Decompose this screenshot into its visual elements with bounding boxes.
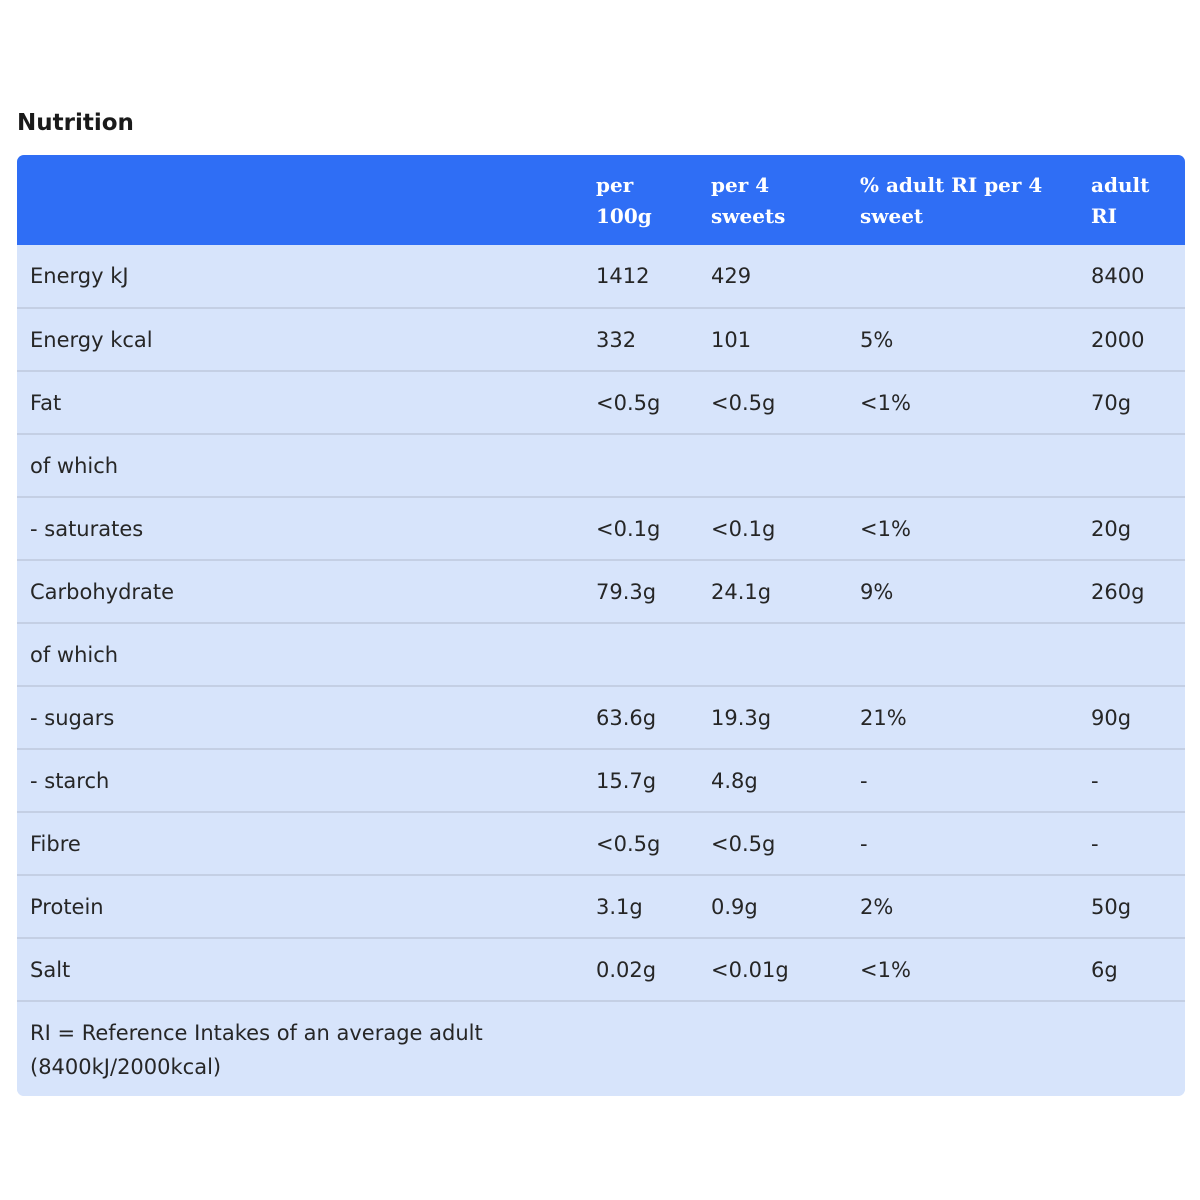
- percent-ri-cell: 9%: [847, 560, 1078, 623]
- adult-ri-cell: 8400: [1078, 245, 1185, 308]
- table-row: [17, 560, 1185, 623]
- per-4-sweets-cell: 24.1g: [698, 560, 847, 623]
- per-100g-cell: 0.02g: [583, 938, 698, 1001]
- nutrient-name-cell: of which: [17, 623, 583, 686]
- table-row: [17, 938, 1185, 1001]
- footnote-empty-cell: [847, 1001, 1078, 1096]
- table-row: [17, 686, 1185, 749]
- nutrition-table-header: [17, 155, 1185, 245]
- nutrient-name-cell: Protein: [17, 875, 583, 938]
- percent-ri-cell: 21%: [847, 686, 1078, 749]
- header-cell-per-4-sweets: per 4 sweets: [698, 155, 847, 245]
- nutrient-name-cell: Salt: [17, 938, 583, 1001]
- header-row: [17, 155, 1185, 245]
- nutrition-table-body: [17, 245, 1185, 1096]
- adult-ri-cell: 70g: [1078, 371, 1185, 434]
- per-100g-cell: 63.6g: [583, 686, 698, 749]
- adult-ri-cell: 50g: [1078, 875, 1185, 938]
- per-100g-cell: 3.1g: [583, 875, 698, 938]
- per-100g-cell: <0.5g: [583, 371, 698, 434]
- header-cell-nutrient: [17, 155, 583, 245]
- percent-ri-cell: [847, 623, 1078, 686]
- percent-ri-cell: [847, 434, 1078, 497]
- table-row: [17, 623, 1185, 686]
- header-cell-per-100g: per 100g: [583, 155, 698, 245]
- footnote-row: [17, 1001, 1185, 1096]
- adult-ri-cell: 6g: [1078, 938, 1185, 1001]
- per-4-sweets-cell: [698, 434, 847, 497]
- per-4-sweets-cell: <0.01g: [698, 938, 847, 1001]
- per-4-sweets-cell: <0.5g: [698, 812, 847, 875]
- per-100g-cell: [583, 623, 698, 686]
- per-100g-cell: 15.7g: [583, 749, 698, 812]
- adult-ri-cell: 90g: [1078, 686, 1185, 749]
- adult-ri-cell: -: [1078, 812, 1185, 875]
- table-row: [17, 749, 1185, 812]
- nutrient-name-cell: - saturates: [17, 497, 583, 560]
- adult-ri-cell: 260g: [1078, 560, 1185, 623]
- table-row: [17, 812, 1185, 875]
- per-4-sweets-cell: 0.9g: [698, 875, 847, 938]
- table-row: [17, 497, 1185, 560]
- percent-ri-cell: -: [847, 812, 1078, 875]
- per-4-sweets-cell: <0.5g: [698, 371, 847, 434]
- adult-ri-cell: 20g: [1078, 497, 1185, 560]
- per-100g-cell: <0.1g: [583, 497, 698, 560]
- nutrient-name-cell: Carbohydrate: [17, 560, 583, 623]
- table-row: [17, 245, 1185, 308]
- nutrient-name-cell: Fibre: [17, 812, 583, 875]
- table-row: [17, 308, 1185, 371]
- footnote-empty-cell: [1078, 1001, 1185, 1096]
- adult-ri-cell: -: [1078, 749, 1185, 812]
- per-4-sweets-cell: <0.1g: [698, 497, 847, 560]
- nutrient-name-cell: Energy kJ: [17, 245, 583, 308]
- percent-ri-cell: <1%: [847, 497, 1078, 560]
- percent-ri-cell: -: [847, 749, 1078, 812]
- header-cell-percent-ri: % adult RI per 4 sweet: [847, 155, 1078, 245]
- footnote-empty-cell: [698, 1001, 847, 1096]
- nutrient-name-cell: - sugars: [17, 686, 583, 749]
- page-title: Nutrition: [17, 110, 134, 136]
- percent-ri-cell: <1%: [847, 371, 1078, 434]
- percent-ri-cell: 2%: [847, 875, 1078, 938]
- per-4-sweets-cell: 429: [698, 245, 847, 308]
- nutrition-table: [17, 155, 1185, 1096]
- header-cell-adult-ri: adult RI: [1078, 155, 1185, 245]
- percent-ri-cell: [847, 245, 1078, 308]
- adult-ri-cell: [1078, 623, 1185, 686]
- adult-ri-cell: [1078, 434, 1185, 497]
- percent-ri-cell: <1%: [847, 938, 1078, 1001]
- per-100g-cell: <0.5g: [583, 812, 698, 875]
- table-row: [17, 371, 1185, 434]
- nutrient-name-cell: of which: [17, 434, 583, 497]
- per-100g-cell: 332: [583, 308, 698, 371]
- nutrient-name-cell: - starch: [17, 749, 583, 812]
- footnote-cell: RI = Reference Intakes of an average adult (8400kJ/2000kcal): [17, 1001, 583, 1096]
- nutrition-table-container: [17, 155, 1185, 1096]
- per-100g-cell: 1412: [583, 245, 698, 308]
- per-4-sweets-cell: 101: [698, 308, 847, 371]
- table-row: [17, 875, 1185, 938]
- per-4-sweets-cell: [698, 623, 847, 686]
- nutrient-name-cell: Fat: [17, 371, 583, 434]
- nutrient-name-cell: Energy kcal: [17, 308, 583, 371]
- percent-ri-cell: 5%: [847, 308, 1078, 371]
- per-100g-cell: 79.3g: [583, 560, 698, 623]
- adult-ri-cell: 2000: [1078, 308, 1185, 371]
- table-row: [17, 434, 1185, 497]
- per-100g-cell: [583, 434, 698, 497]
- per-4-sweets-cell: 4.8g: [698, 749, 847, 812]
- footnote-empty-cell: [583, 1001, 698, 1096]
- per-4-sweets-cell: 19.3g: [698, 686, 847, 749]
